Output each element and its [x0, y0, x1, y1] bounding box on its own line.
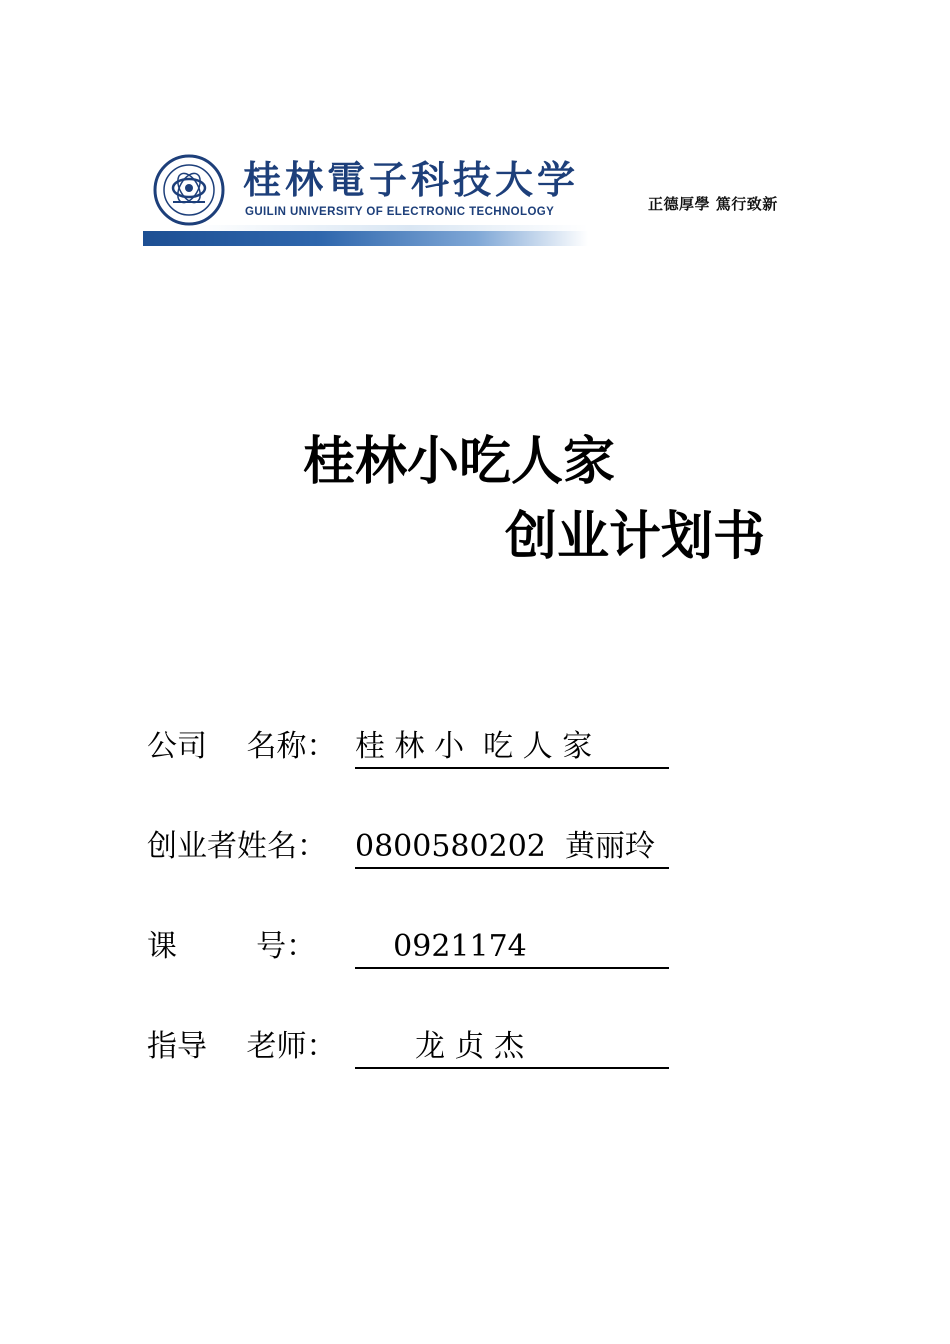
founder-name-label: 创业者姓名：: [147, 829, 327, 864]
company-name-label: 公司 名称：: [147, 729, 337, 764]
document-title-line2: 创业计划书: [505, 507, 766, 567]
university-name-en: GUILIN UNIVERSITY OF ELECTRONIC TECHNOLOGY: [245, 206, 555, 218]
university-motto: 正德厚學 篤行致新: [648, 195, 778, 213]
founder-name-value: 0800580202 黄丽玲: [355, 827, 669, 869]
company-name-value: 桂 林 小 吃 人 家: [355, 727, 669, 769]
advisor-label: 指导 老师：: [147, 1029, 337, 1064]
university-header: [143, 150, 803, 250]
course-number-label: 课 号：: [147, 929, 317, 964]
document-title-line1: 桂林小吃人家: [303, 432, 616, 492]
university-name-cn: 桂林電子科技大学: [243, 157, 580, 202]
course-number-value: 0921174: [355, 927, 669, 969]
university-emblem-icon: [153, 154, 225, 226]
advisor-value: 龙 贞 杰: [355, 1027, 669, 1069]
header-gradient-bar: [143, 231, 588, 246]
